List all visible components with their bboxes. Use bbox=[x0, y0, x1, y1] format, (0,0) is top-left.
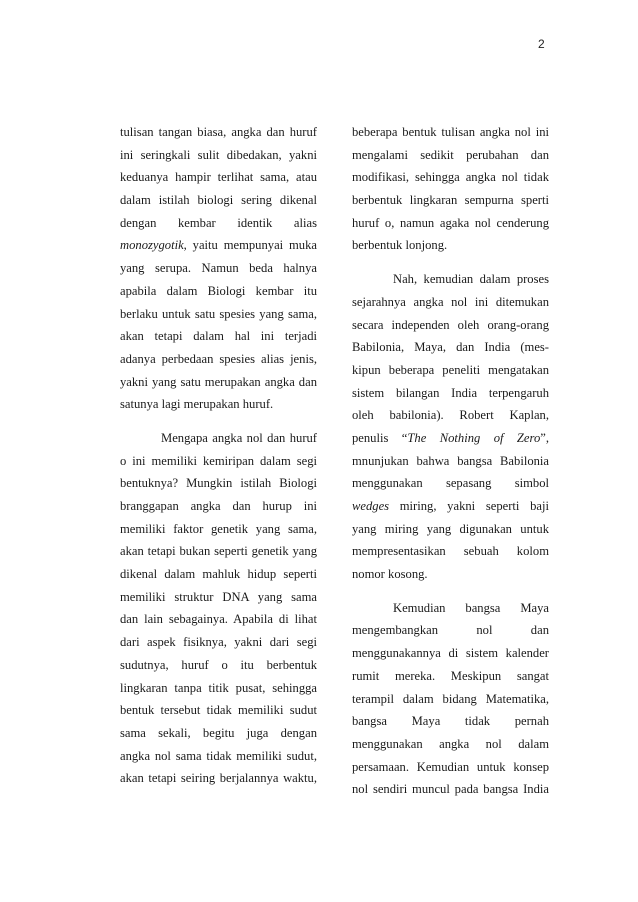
paragraph-gap bbox=[352, 586, 549, 597]
text-line: kipun beberapa peneliti mengatakan bbox=[352, 362, 549, 377]
text-line: bentuk tersebut tidak memiliki sudut bbox=[120, 703, 317, 718]
text-line: secara independen oleh orang-orang bbox=[352, 317, 549, 332]
text-line: sejarahnya angka nol ini ditemukan bbox=[352, 294, 549, 309]
text-line: dikenal dalam mahluk hidup seperti bbox=[120, 567, 317, 582]
text-line: akan tetapi bukan seperti genetik yang bbox=[120, 544, 317, 559]
text-line: sama sekali, begitu juga dengan bbox=[120, 725, 317, 740]
text-line: berlaku untuk satu spesies yang sama, bbox=[120, 306, 317, 321]
paragraph-gap bbox=[120, 416, 317, 427]
text-line: angka nol sama tidak memiliki sudut, bbox=[120, 748, 317, 763]
paragraph-gap bbox=[352, 257, 549, 268]
right-column bbox=[352, 121, 549, 801]
text-line: nol sendiri muncul pada bangsa India bbox=[352, 782, 549, 797]
page-number: 2 bbox=[538, 37, 545, 51]
text-line: menggunakannya di sistem kalender bbox=[352, 646, 549, 661]
text-line: terampil dalam bidang Matematika, bbox=[352, 691, 549, 706]
text-line: oleh babilonia). Robert Kaplan, bbox=[352, 408, 549, 423]
text-line: yang miring yang digunakan untuk bbox=[352, 521, 549, 536]
left-column bbox=[120, 121, 317, 790]
text-line: penulis “The Nothing of Zero”, bbox=[352, 430, 549, 445]
text-line: mempresentasikan sebuah kolom bbox=[352, 544, 549, 559]
text-line: huruf o, namun agaka nol cenderung bbox=[352, 215, 549, 230]
text-line: berbentuk lonjong. bbox=[352, 238, 448, 253]
text-line: memiliki faktor genetik yang sama, bbox=[120, 521, 317, 536]
text-line: wedges miring, yakni seperti baji bbox=[352, 499, 549, 513]
text-line: apabila dalam Biologi kembar itu bbox=[120, 283, 317, 298]
text-line: mengembangkan nol dan bbox=[352, 623, 549, 638]
italic-term: monozygotik bbox=[120, 238, 184, 253]
text-line: Nah, kemudian dalam proses bbox=[393, 272, 549, 287]
text-line: akan tetapi dalam hal ini terjadi bbox=[120, 329, 317, 344]
text-line: menggunakan sepasang simbol bbox=[352, 476, 549, 491]
text-line: o ini memiliki kemiripan dalam segi bbox=[120, 453, 317, 468]
italic-term: The Nothing of Zero bbox=[407, 430, 541, 445]
text-line: yakni yang satu merupakan angka dan bbox=[120, 374, 317, 389]
text-line: bentuknya? Mungkin istilah Biologi bbox=[120, 476, 317, 491]
text-line: tulisan tangan biasa, angka dan huruf bbox=[120, 125, 317, 139]
text-line: dari aspek fisiknya, yakni dari segi bbox=[120, 635, 317, 650]
text-line: rumit mereka. Meskipun sangat bbox=[352, 668, 549, 683]
text-line: akan tetapi seiring berjalannya waktu, bbox=[120, 771, 317, 786]
text-line: bangsa Maya tidak pernah bbox=[352, 714, 549, 729]
text-line: dan lain sebagainya. Apabila di lihat bbox=[120, 612, 317, 627]
text-line: dengan kembar identik alias bbox=[120, 215, 317, 230]
text-line: berbentuk lingkaran sempurna sperti bbox=[352, 193, 549, 208]
text-line: Kemudian bangsa Maya bbox=[393, 600, 549, 615]
text-line: persamaan. Kemudian untuk konsep bbox=[352, 759, 549, 774]
paragraph bbox=[120, 427, 317, 790]
text-line: monozygotik, yaitu mempunyai muka bbox=[120, 238, 317, 253]
paragraph bbox=[352, 121, 549, 257]
paragraph bbox=[120, 121, 317, 416]
text-line: ini seringkali sulit dibedakan, yakni bbox=[120, 147, 317, 162]
text-line: mnunjukan bahwa bangsa Babilonia bbox=[352, 453, 549, 468]
text-line: nomor kosong. bbox=[352, 567, 428, 582]
text-line: dalam istilah biologi sering dikenal bbox=[120, 193, 317, 208]
text-line: satunya lagi merupakan huruf. bbox=[120, 397, 274, 412]
italic-term: wedges bbox=[352, 499, 390, 513]
text-line: menggunakan angka nol dalam bbox=[352, 736, 549, 751]
text-line: modifikasi, sehingga angka nol tidak bbox=[352, 170, 549, 185]
text-line: mengalami sedikit perubahan dan bbox=[352, 147, 549, 162]
text-line: beberapa bentuk tulisan angka nol ini bbox=[352, 125, 549, 139]
text-line: adanya perbedaan spesies alias jenis, bbox=[120, 351, 317, 366]
text-line: Babilonia, Maya, dan India (mes- bbox=[352, 340, 549, 355]
text-line: Mengapa angka nol dan huruf bbox=[161, 430, 317, 445]
text-line: lingkaran tanpa titik pusat, sehingga bbox=[120, 680, 317, 695]
text-line: memiliki struktur DNA yang sama bbox=[120, 589, 317, 604]
paragraph bbox=[352, 268, 549, 586]
text-line: yang serupa. Namun beda halnya bbox=[120, 261, 317, 276]
text-line: branggapan angka dan hurup ini bbox=[120, 499, 317, 513]
paragraph bbox=[352, 597, 549, 801]
text-line: sistem bilangan India terpengaruh bbox=[352, 385, 549, 400]
text-line: sudutnya, huruf o itu berbentuk bbox=[120, 657, 317, 672]
text-line: keduanya hampir terlihat sama, atau bbox=[120, 170, 317, 185]
